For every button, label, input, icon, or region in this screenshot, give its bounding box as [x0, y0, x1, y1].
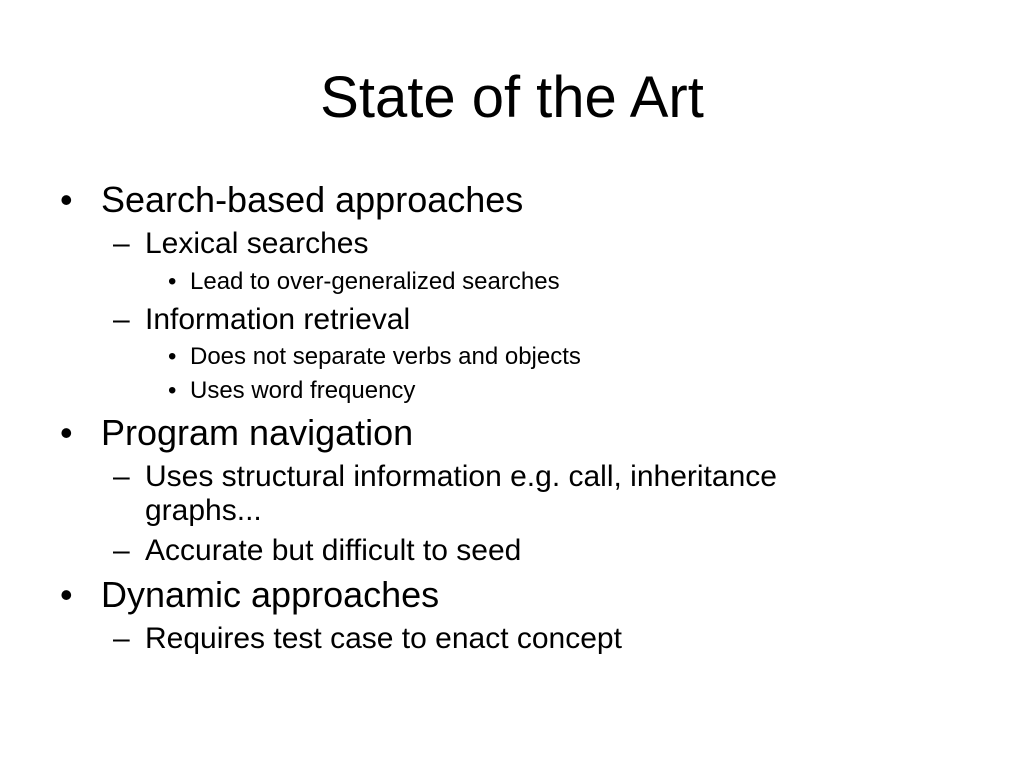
slide-title: State of the Art	[320, 65, 704, 130]
bullet-dynamic-approaches: Dynamic approaches	[101, 574, 440, 615]
bullet-search-based: Search-based approaches	[101, 179, 524, 220]
bullet-marker: •	[60, 412, 73, 453]
bullet-marker: •	[60, 179, 73, 220]
bullet-verbs-objects: Does not separate verbs and objects	[190, 343, 581, 370]
bullet-marker: •	[168, 377, 177, 404]
bullet-marker: •	[168, 268, 177, 295]
dash-marker: –	[113, 534, 130, 567]
bullet-information-retrieval: Information retrieval	[145, 303, 411, 336]
bullet-word-frequency: Uses word frequency	[190, 377, 416, 404]
dash-marker: –	[113, 227, 130, 260]
bullet-lexical-searches: Lexical searches	[145, 227, 369, 260]
dash-marker: –	[113, 622, 130, 655]
bullet-structural-information-cont: graphs...	[145, 494, 262, 527]
bullet-marker: •	[168, 343, 177, 370]
bullet-requires-test-case: Requires test case to enact concept	[145, 622, 622, 655]
bullet-over-generalized: Lead to over-generalized searches	[190, 268, 560, 295]
bullet-program-navigation: Program navigation	[101, 412, 414, 453]
dash-marker: –	[113, 460, 130, 493]
dash-marker: –	[113, 303, 130, 336]
bullet-marker: •	[60, 574, 73, 615]
bullet-structural-information: Uses structural information e.g. call, inheritance	[145, 460, 777, 493]
bullet-accurate-difficult: Accurate but difficult to seed	[145, 534, 522, 567]
